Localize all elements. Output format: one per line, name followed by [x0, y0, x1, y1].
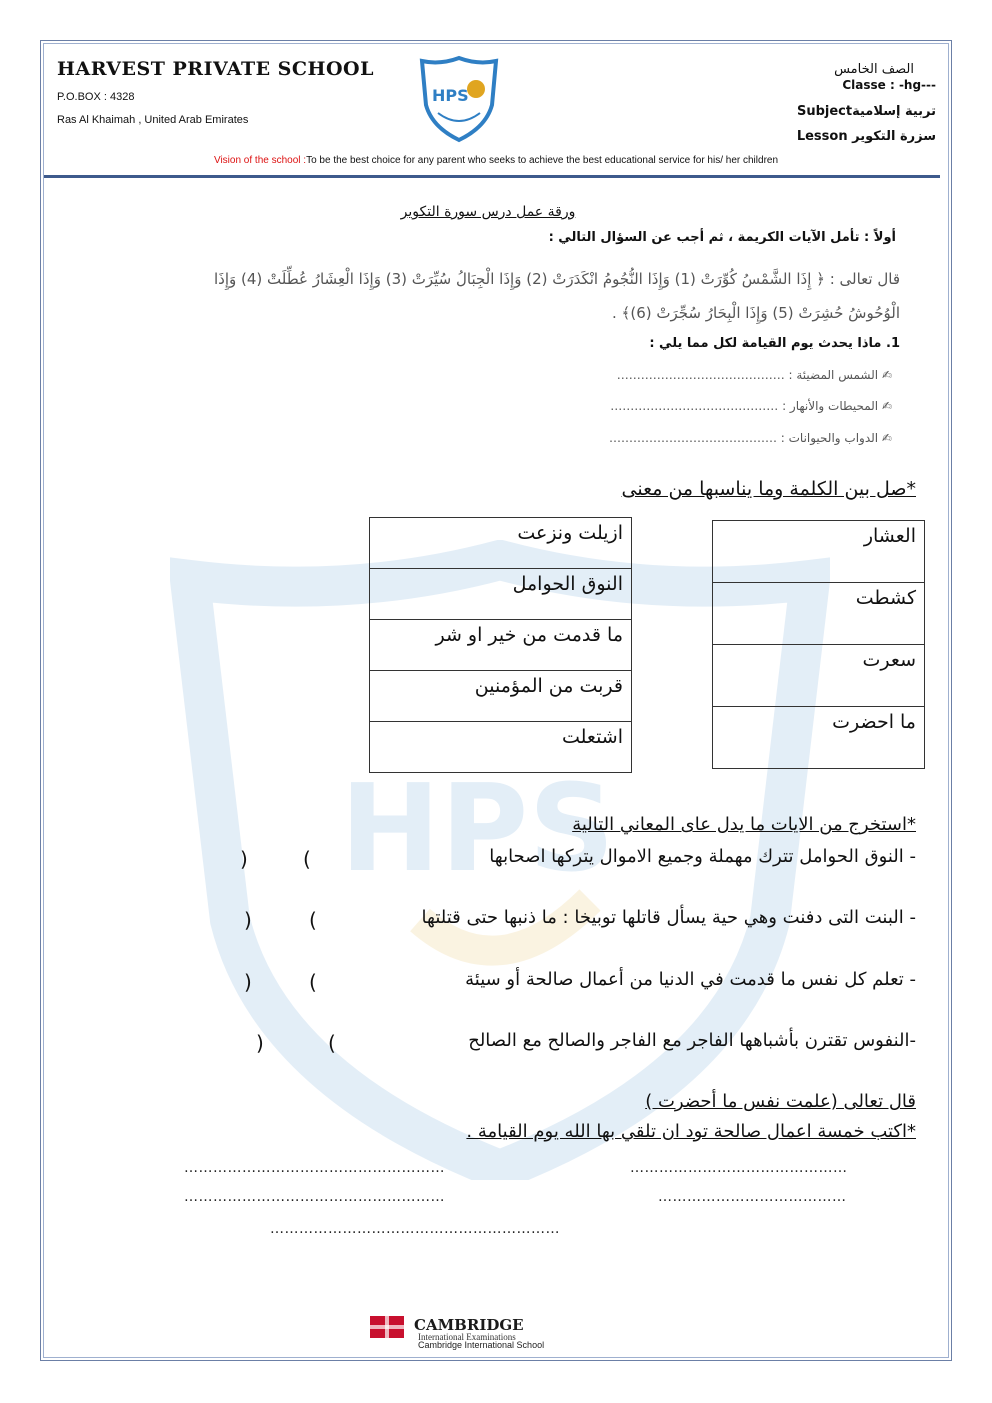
answer-line[interactable]: …………………………………: [658, 1189, 847, 1205]
answer-line[interactable]: ……………………………………………………: [270, 1221, 560, 1237]
school-logo: [418, 55, 500, 143]
worksheet-title: ورقة عمل درس سورة التكوير: [400, 204, 576, 220]
meaning-cell[interactable]: النوق الحوامل: [370, 569, 632, 620]
first-question: أولاً : تأمل الآيات الكريمة ، ثم أجب عن السؤال التالي :: [548, 230, 896, 245]
class-label: Classe : -hg---: [842, 78, 936, 92]
grade-label: الصف الخامس: [834, 62, 914, 77]
answer-paren-close: ): [244, 908, 252, 932]
extract-title: *استخرج من الايات ما يدل عاى المعاني التالية: [572, 814, 916, 835]
extract-row: -النفوس تقترن بأشباهها الفاجر مع الفاجر والصالح مع الصالح: [468, 1030, 916, 1051]
cambridge-wordmark: CAMBRIDGE: [414, 1316, 524, 1334]
answer-paren-open[interactable]: (: [328, 1031, 336, 1055]
word-cell[interactable]: سعرت: [713, 645, 925, 707]
quran-verse: [88, 262, 900, 330]
lesson-label: Lesson سزرة التكوير: [796, 129, 936, 144]
extract-row: - النوق الحوامل تترك مهملة وجميع الاموال يتركها اصحابها: [489, 846, 916, 867]
extract-row: - تعلم كل نفس ما قدمت في الدنيا من أعمال صالحة أو سيئة: [465, 969, 916, 990]
write-instruction: *اكتب خمسة اعمال صالحة تود ان تلقي بها الله يوم القيامة .: [466, 1121, 916, 1142]
fill-item[interactable]: ✍ الشمس المضيئة : ……………………………………: [616, 368, 892, 382]
answer-paren-open[interactable]: (: [303, 847, 311, 871]
answer-paren-close: ): [256, 1031, 264, 1055]
matching-title: *صل بين الكلمة وما يناسبها من معنى: [621, 478, 916, 500]
extract-row: - البنت التى دفنت وهي حية يسأل قاتلها توبيخا : ما ذنبها حتى قتلتها: [421, 907, 916, 928]
meanings-table: [369, 517, 632, 773]
verse-line-1: قال تعالى : ﴿ إِذَا الشَّمْسُ كُوِّرَتْ (1) وَإِذَا النُّجُومُ انْكَدَرَتْ (2) وَإِذَا الْجِبَالُ سُيِّرَتْ (3) وَإِذَا الْعِشَارُ عُطِّلَتْ (4) وَإِذَا: [213, 270, 900, 288]
svg-text:HPS: HPS: [340, 760, 615, 899]
meaning-cell[interactable]: قربت من المؤمنين: [370, 671, 632, 722]
vision-label: Vision of the school :: [213, 155, 307, 166]
answer-line[interactable]: ………………………………………………: [184, 1160, 445, 1176]
school-name: HARVEST PRIVATE SCHOOL: [57, 58, 374, 80]
cambridge-school: Cambridge International School: [418, 1340, 545, 1350]
header-divider: [44, 175, 940, 178]
school-address: Ras Al Khaimah , United Arab Emirates: [57, 114, 249, 126]
fill-item[interactable]: ✍ المحيطات والأنهار : ……………………………………: [610, 399, 892, 413]
school-vision: [50, 155, 942, 166]
final-verse: قال تعالى (علمت نفس ما أحضرت ): [645, 1091, 916, 1112]
answer-paren-open[interactable]: (: [309, 908, 317, 932]
word-cell[interactable]: كشطت: [713, 583, 925, 645]
answer-paren-close: ): [244, 970, 252, 994]
cambridge-subtitle: International Examinations: [418, 1332, 516, 1342]
meaning-cell[interactable]: اشتعلت: [370, 722, 632, 773]
words-table: [712, 520, 925, 769]
answer-line[interactable]: ………………………………………………: [184, 1189, 445, 1205]
verse-line-2: الْوُحُوشُ حُشِرَتْ (5) وَإِذَا الْبِحَارُ سُجِّرَتْ (6)﴾ .: [612, 304, 900, 322]
cambridge-logo: [368, 1314, 608, 1342]
logo-text: HPS: [432, 86, 469, 105]
answer-line[interactable]: ………………………………………: [630, 1160, 848, 1176]
po-box: P.O.BOX : 4328: [57, 91, 135, 103]
answer-paren-open[interactable]: (: [309, 970, 317, 994]
subject-label: Subjectتربية إسلامية: [796, 104, 936, 119]
meaning-cell[interactable]: ما قدمت من خير او شر: [370, 620, 632, 671]
word-cell[interactable]: ما احضرت: [713, 707, 925, 769]
question-1: 1. ماذا يحدث يوم القيامة لكل مما يلي :: [649, 336, 900, 351]
meaning-cell[interactable]: ازيلت ونزعت: [370, 518, 632, 569]
fill-item[interactable]: ✍ الدواب والحيوانات : ……………………………………: [608, 431, 892, 445]
answer-paren-close: ): [240, 847, 248, 871]
vision-text: To be the best choice for any parent who seeks to achieve the best educational service for his/ her children: [306, 155, 779, 166]
word-cell[interactable]: العشار: [713, 521, 925, 583]
